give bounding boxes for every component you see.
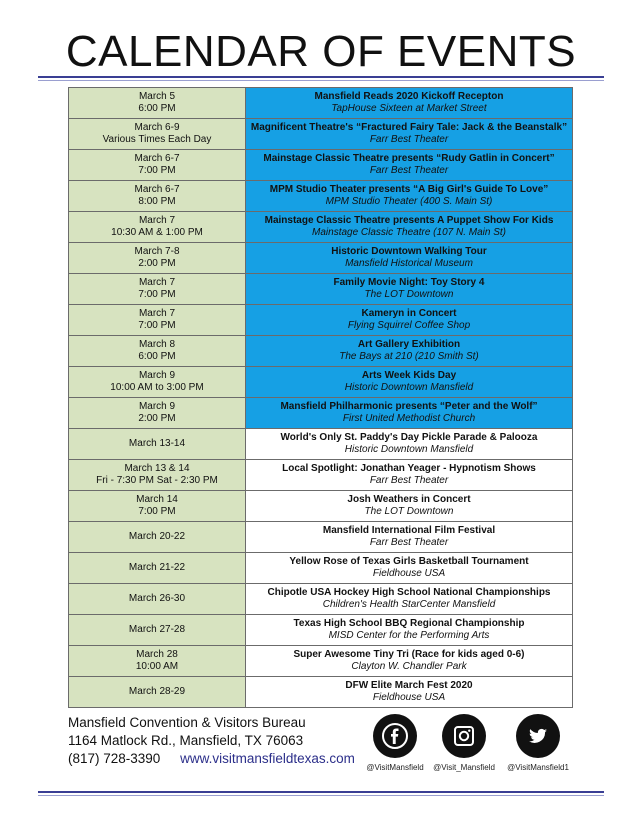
event-row xyxy=(69,181,573,212)
event-row xyxy=(69,584,573,615)
event-info-cell xyxy=(246,646,573,677)
event-info-cell xyxy=(246,274,573,305)
event-venue: Mainstage Classic Theatre (107 N. Main St) xyxy=(312,227,506,238)
event-title: Josh Weathers in Concert xyxy=(347,493,471,505)
event-venue: Fieldhouse USA xyxy=(372,568,446,579)
event-row xyxy=(69,522,573,553)
event-date: March 7 xyxy=(138,276,176,288)
event-title: Mansfield Philharmonic presents “Peter and the Wolf” xyxy=(280,400,538,412)
page-title: CALENDAR OF EVENTS xyxy=(65,27,577,76)
event-title: Family Movie Night: Toy Story 4 xyxy=(333,276,485,288)
twitter-handle: @VisitMansfield1 xyxy=(507,763,569,772)
event-row xyxy=(69,646,573,677)
event-date-cell xyxy=(69,88,246,119)
event-date-cell xyxy=(69,429,246,460)
event-venue: The Bays at 210 (210 Smith St) xyxy=(339,351,479,362)
event-date-cell xyxy=(69,615,246,646)
events-table xyxy=(68,87,573,708)
event-row xyxy=(69,429,573,460)
event-date: March 21-22 xyxy=(128,561,186,573)
event-title: MPM Studio Theater presents “A Big Girl's Guide To Love” xyxy=(269,183,549,195)
event-info-cell xyxy=(246,522,573,553)
event-info-cell xyxy=(246,88,573,119)
event-date-cell xyxy=(69,584,246,615)
event-title: DFW Elite March Fest 2020 xyxy=(345,679,473,691)
event-info-cell xyxy=(246,119,573,150)
event-time: 7:00 PM xyxy=(138,320,176,331)
event-date-cell xyxy=(69,646,246,677)
event-time: 2:00 PM xyxy=(138,258,176,269)
event-venue: MPM Studio Theater (400 S. Main St) xyxy=(325,196,493,207)
facebook-handle: @VisitMansfield xyxy=(366,763,424,772)
event-date: March 7 xyxy=(138,307,176,319)
event-venue: MISD Center for the Performing Arts xyxy=(328,630,490,641)
event-date: March 7 xyxy=(138,214,176,226)
facebook-icon[interactable] xyxy=(373,714,417,758)
event-title: Mainstage Classic Theatre presents “Rudy Gatlin in Concert” xyxy=(263,152,555,164)
event-date: March 28-29 xyxy=(128,685,186,697)
event-venue: Farr Best Theater xyxy=(369,537,449,548)
event-row xyxy=(69,119,573,150)
event-title: Chipotle USA Hockey High School National Championships xyxy=(267,586,551,598)
event-date-cell xyxy=(69,553,246,584)
event-date: March 7-8 xyxy=(134,245,180,257)
event-row xyxy=(69,243,573,274)
event-info-cell xyxy=(246,429,573,460)
event-info-cell xyxy=(246,460,573,491)
event-row xyxy=(69,150,573,181)
event-title: Mansfield Reads 2020 Kickoff Recepton xyxy=(314,90,504,102)
event-time: 10:00 AM xyxy=(135,661,179,672)
event-title: World's Only St. Paddy's Day Pickle Parade & Palooza xyxy=(280,431,538,443)
event-title: Texas High School BBQ Regional Championship xyxy=(293,617,525,629)
event-date-cell xyxy=(69,243,246,274)
event-venue: Farr Best Theater xyxy=(369,134,449,145)
event-row xyxy=(69,460,573,491)
event-row xyxy=(69,398,573,429)
event-time: 10:00 AM to 3:00 PM xyxy=(110,382,204,393)
event-venue: Farr Best Theater xyxy=(369,475,449,486)
event-venue: Farr Best Theater xyxy=(369,165,449,176)
event-row xyxy=(69,336,573,367)
event-time: Fri - 7:30 PM Sat - 2:30 PM xyxy=(96,475,218,486)
event-date: March 13-14 xyxy=(128,437,186,449)
event-venue: Mansfield Historical Museum xyxy=(345,258,473,269)
event-row xyxy=(69,305,573,336)
event-date-cell xyxy=(69,305,246,336)
event-date-cell xyxy=(69,460,246,491)
event-date: March 13 & 14 xyxy=(124,462,190,474)
event-row xyxy=(69,88,573,119)
event-date: March 9 xyxy=(138,369,176,381)
event-row xyxy=(69,677,573,708)
event-time: 6:00 PM xyxy=(138,351,176,362)
event-title: Kameryn in Concert xyxy=(361,307,457,319)
social-instagram[interactable] xyxy=(429,714,499,772)
event-title: Historic Downtown Walking Tour xyxy=(331,245,487,257)
event-title: Super Awesome Tiny Tri (Race for kids aged 0-6) xyxy=(293,648,525,660)
event-venue: Children's Health StarCenter Mansfield xyxy=(322,599,496,610)
event-title: Art Gallery Exhibition xyxy=(357,338,461,350)
event-info-cell xyxy=(246,615,573,646)
event-date-cell xyxy=(69,212,246,243)
event-info-cell xyxy=(246,677,573,708)
event-date-cell xyxy=(69,336,246,367)
event-title: Yellow Rose of Texas Girls Basketball Tournament xyxy=(289,555,529,567)
event-title: Local Spotlight: Jonathan Yeager - Hypnotism Shows xyxy=(282,462,536,474)
event-info-cell xyxy=(246,584,573,615)
event-date: March 6-7 xyxy=(134,183,180,195)
event-date: March 20-22 xyxy=(128,530,186,542)
instagram-icon[interactable] xyxy=(442,714,486,758)
event-venue: Historic Downtown Mansfield xyxy=(344,382,474,393)
event-info-cell xyxy=(246,243,573,274)
instagram-handle: @Visit_Mansfield xyxy=(433,763,495,772)
event-venue: TapHouse Sixteen at Market Street xyxy=(331,103,487,114)
event-venue: The LOT Downtown xyxy=(364,506,454,517)
event-date: March 26-30 xyxy=(128,592,186,604)
event-time: 10:30 AM & 1:00 PM xyxy=(111,227,203,238)
event-date: March 6-7 xyxy=(134,152,180,164)
event-time: 6:00 PM xyxy=(138,103,176,114)
event-info-cell xyxy=(246,491,573,522)
event-title: Arts Week Kids Day xyxy=(361,369,457,381)
event-date-cell xyxy=(69,677,246,708)
event-time: Various Times Each Day xyxy=(102,134,212,145)
event-title: Magnificent Theatre's “Fractured Fairy Tale: Jack & the Beanstalk” xyxy=(250,121,568,133)
event-row xyxy=(69,367,573,398)
event-info-cell xyxy=(246,181,573,212)
event-row xyxy=(69,212,573,243)
event-date: March 8 xyxy=(138,338,176,350)
event-info-cell xyxy=(246,553,573,584)
twitter-icon[interactable] xyxy=(516,714,560,758)
event-date-cell xyxy=(69,274,246,305)
website-link[interactable]: www.visitmansfieldtexas.com xyxy=(180,751,355,766)
event-info-cell xyxy=(246,150,573,181)
bottom-divider xyxy=(38,791,604,796)
event-date-cell xyxy=(69,491,246,522)
event-title: Mansfield International Film Festival xyxy=(322,524,496,536)
event-row xyxy=(69,553,573,584)
event-venue: First United Methodist Church xyxy=(342,413,476,424)
event-date: March 5 xyxy=(138,90,176,102)
event-info-cell xyxy=(246,212,573,243)
event-date: March 14 xyxy=(136,493,178,505)
event-venue: Clayton W. Chandler Park xyxy=(351,661,467,672)
event-date: March 6-9 xyxy=(134,121,180,133)
social-twitter[interactable] xyxy=(503,714,573,772)
event-title: Mainstage Classic Theatre presents A Puppet Show For Kids xyxy=(264,214,554,226)
event-venue: Historic Downtown Mansfield xyxy=(344,444,474,455)
event-info-cell xyxy=(246,305,573,336)
org-name: Mansfield Convention & Visitors Bureau xyxy=(68,715,306,730)
event-venue: Flying Squirrel Coffee Shop xyxy=(347,320,471,331)
social-facebook[interactable] xyxy=(360,714,430,772)
event-time: 7:00 PM xyxy=(138,289,176,300)
event-time: 7:00 PM xyxy=(138,165,176,176)
event-venue: The LOT Downtown xyxy=(364,289,454,300)
address: 1164 Matlock Rd., Mansfield, TX 76063 xyxy=(68,733,304,748)
event-date: March 9 xyxy=(138,400,176,412)
event-row xyxy=(69,491,573,522)
event-venue: Fieldhouse USA xyxy=(372,692,446,703)
event-time: 8:00 PM xyxy=(138,196,176,207)
contact-info xyxy=(68,714,355,768)
event-date-cell xyxy=(69,522,246,553)
event-date: March 28 xyxy=(136,648,178,660)
event-date-cell xyxy=(69,398,246,429)
event-time: 7:00 PM xyxy=(138,506,176,517)
phone-number: (817) 728-3390 xyxy=(68,751,161,766)
event-date-cell xyxy=(69,150,246,181)
event-row xyxy=(69,615,573,646)
event-row xyxy=(69,274,573,305)
top-divider xyxy=(38,76,604,81)
event-date-cell xyxy=(69,119,246,150)
event-info-cell xyxy=(246,367,573,398)
event-date-cell xyxy=(69,367,246,398)
event-date: March 27-28 xyxy=(128,623,186,635)
event-info-cell xyxy=(246,398,573,429)
event-info-cell xyxy=(246,336,573,367)
event-time: 2:00 PM xyxy=(138,413,176,424)
event-date-cell xyxy=(69,181,246,212)
